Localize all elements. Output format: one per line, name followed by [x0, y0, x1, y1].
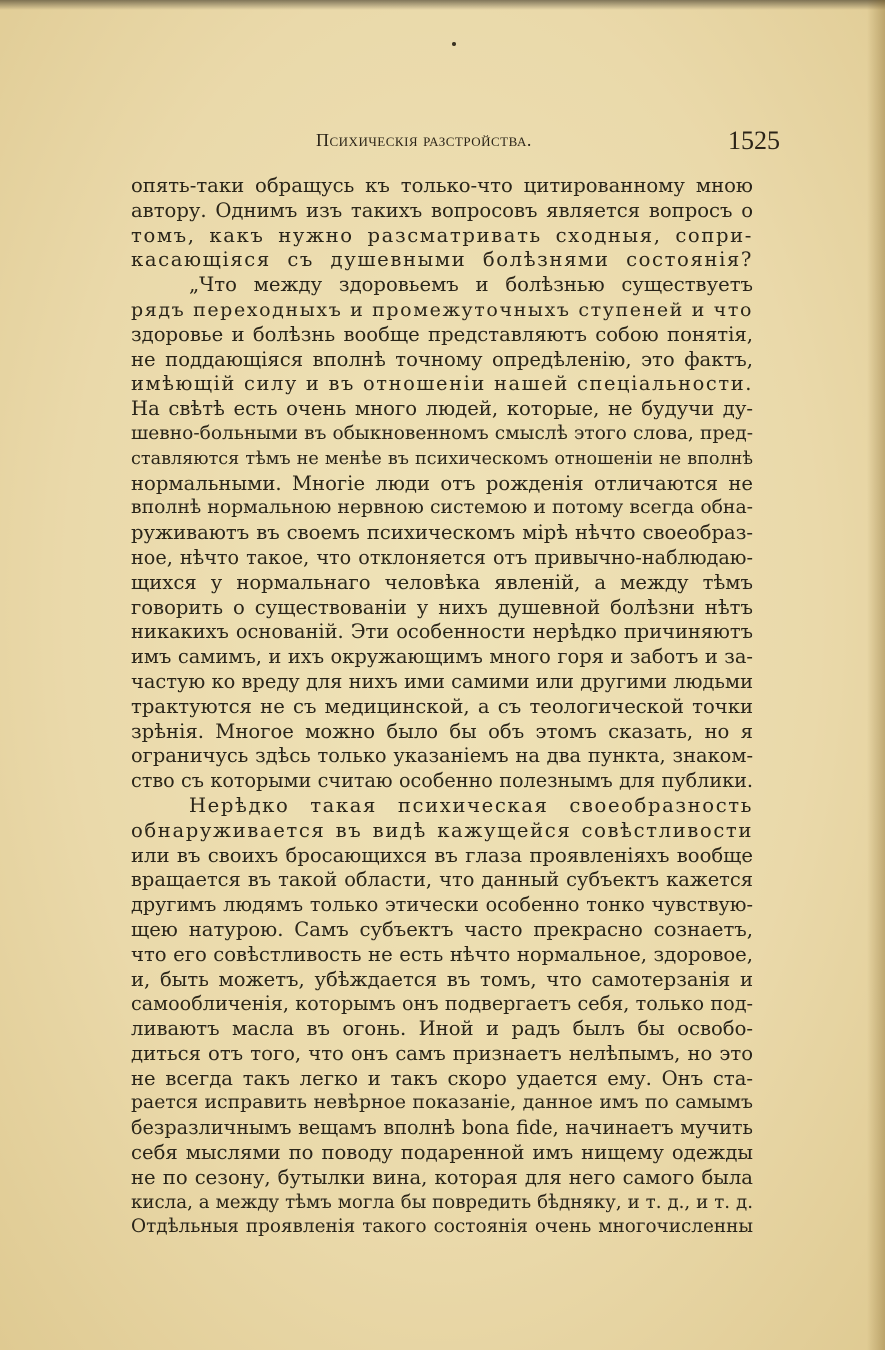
- text-line: самообличенія, которымъ онъ подвергаетъ себя, только под-: [131, 992, 753, 1016]
- text-line: не поддающіяся вполнѣ точному опредѣленію, это фактъ,: [131, 347, 753, 371]
- text-line: шевно-больными въ обыкновенномъ смыслѣ этого слова, пред-: [131, 422, 753, 444]
- text-line: автору. Однимъ изъ такихъ вопросовъ является вопросъ о: [131, 198, 753, 222]
- text-line: вполнѣ нормальною нервною системою и потому всегда обна-: [131, 497, 753, 519]
- body-text: [131, 174, 753, 1240]
- text-line: говорить о существованіи у нихъ душевной болѣзни нѣтъ: [131, 595, 753, 619]
- text-line: На свѣтѣ есть очень много людей, которые, не будучи ду-: [131, 397, 753, 421]
- page-top-shadow: [0, 0, 885, 10]
- text-line: частую ко вреду для нихъ ими самими или другими людьми: [131, 669, 753, 693]
- text-line: нормальными. Многіе люди отъ рожденія отличаются не: [131, 471, 753, 495]
- text-line: что его совѣстливость не есть нѣчто нормальное, здоровое,: [131, 942, 753, 966]
- text-line: никакихъ основаній. Эти особенности нерѣдко причиняютъ: [131, 620, 753, 644]
- text-line: томъ, какъ нужно разсматривать сходныя, сопри-: [131, 223, 753, 247]
- text-line: здоровье и болѣзнь вообще представляютъ собою понятія,: [131, 322, 753, 346]
- text-line: не по сезону, бутылки вина, которая для него самого была: [131, 1165, 753, 1189]
- text-line: зрѣнія. Многое можно было бы объ этомъ сказать, но я: [131, 719, 753, 743]
- text-line: рядъ переходныхъ и промежуточныхъ ступеней и что: [131, 298, 753, 321]
- page-right-shadow: [867, 0, 885, 1350]
- running-head: [130, 128, 780, 162]
- text-line: не всегда такъ легко и такъ скоро удается ему. Онъ ста-: [131, 1066, 753, 1090]
- text-line: руживаютъ въ своемъ психическомъ мірѣ нѣчто своеобраз-: [131, 521, 753, 545]
- text-line: другимъ людямъ только этически особенно тонко чувствую-: [131, 893, 753, 917]
- text-line: „Что между здоровьемъ и болѣзнью существуетъ: [189, 273, 753, 297]
- page-number: 1525: [728, 126, 780, 155]
- text-line: трактуются не съ медицинской, а съ теологической точки: [131, 694, 753, 718]
- text-line: обнаруживается въ видѣ кажущейся совѣстливости: [131, 818, 753, 842]
- text-line: или въ своихъ бросающихся въ глаза проявленіяхъ вообще: [131, 843, 753, 867]
- text-line: ограничусь здѣсь только указаніемъ на два пункта, знаком-: [131, 744, 753, 768]
- text-line: щихся у нормальнаго человѣка явленій, а между тѣмъ: [131, 570, 753, 594]
- running-title: Психическія разстройства.: [316, 130, 532, 150]
- text-line: Отдѣльныя проявленія такого состоянія очень многочисленны: [131, 1216, 753, 1238]
- text-line: ставляются тѣмъ не менѣе въ психическомъ отношеніи не вполнѣ: [131, 448, 753, 469]
- text-line: ное, нѣчто такое, что отклоняется отъ привычно-наблюдаю-: [131, 545, 753, 569]
- text-line: рается исправить невѣрное показаніе, данное имъ по самымъ: [131, 1092, 753, 1114]
- text-line: себя мыслями по поводу подаренной имъ нищему одежды: [131, 1141, 753, 1165]
- text-line: вращается въ такой области, что данный субъектъ кажется: [131, 868, 753, 892]
- text-line: Нерѣдко такая психическая своеобразность: [189, 793, 753, 817]
- text-line: ливаютъ масла въ огонь. Иной и радъ былъ бы освобо-: [131, 1017, 753, 1041]
- text-line: щею натурою. Самъ субъектъ часто прекрасно сознаетъ,: [131, 917, 753, 941]
- text-line: и, быть можетъ, убѣждается въ томъ, что самотерзанія и: [131, 967, 753, 991]
- text-line: имѣющій силу и въ отношеніи нашей спеціальности.: [131, 372, 753, 396]
- text-line: безразличнымъ вещамъ вполнѣ bona fide, начинаетъ мучить: [131, 1116, 753, 1140]
- text-line: имъ самимъ, и ихъ окружающимъ много горя и заботъ и за-: [131, 645, 753, 669]
- text-line: диться отъ того, что онъ самъ признаетъ нелѣпымъ, но это: [131, 1041, 753, 1065]
- text-line: опять-таки обращусь къ только-что цитированному мною: [131, 174, 753, 197]
- text-line: кисла, а между тѣмъ могла бы повредить бѣдняку, и т. д., и т. д.: [131, 1191, 753, 1213]
- text-line: касающіяся съ душевными болѣзнями состоянія?: [131, 248, 753, 272]
- ink-speck: [452, 42, 456, 46]
- text-line: ство съ которыми считаю особенно полезнымъ для публики.: [131, 769, 753, 793]
